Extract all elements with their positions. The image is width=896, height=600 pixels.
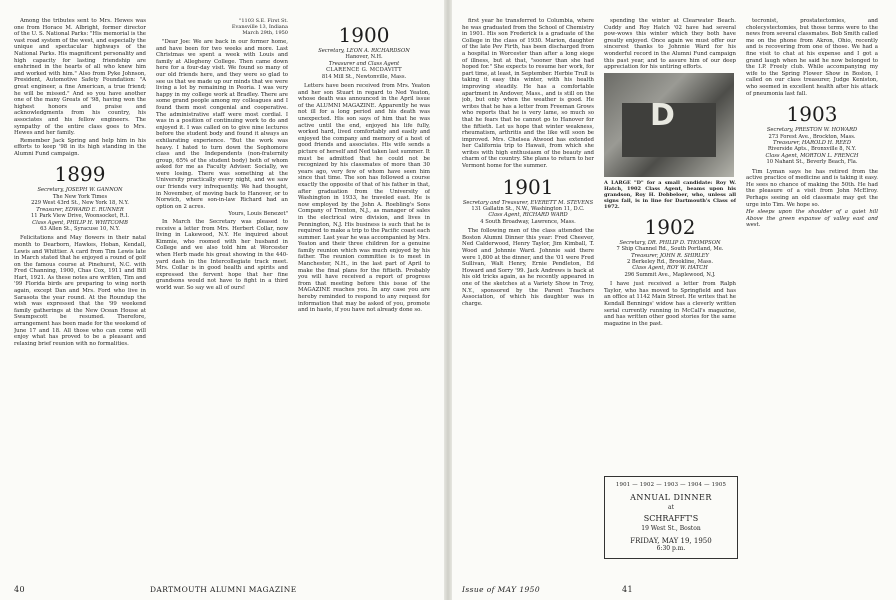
- article-text: The following men of the class attended the Boston Alumni Dinner this year: Fred Cheever, Ned Calderwood, Henry Taylor, Jim Kimball, T. Wood and Johnnie Ward. Johnnie said there were 1,800 at the dinner, and the '01 were Fred Sullivan, Walt Henry, Ernie Pendleton, Ed Howard and Sorry '99. Jack Andrews is back at his old tricks again, as he recently appeared in one of the sketches at a Variety Show in Troy, N.Y., sponsored by the Parent Teachers Association, of which his daughter was in charge.: [462, 228, 594, 307]
- secretary-line: Secretary, JOSEPH W. GANNON: [37, 187, 123, 194]
- agent-line: Class Agent, ROY W. HATCH: [632, 265, 708, 272]
- secretary-address: 7 Ship Channel Rd., South Portland, Me.: [616, 246, 724, 253]
- letter-signoff: Yours, Louis Benezet": [228, 211, 288, 218]
- secretary-line: Secretary, LEON A. RICHARDSON: [318, 48, 410, 54]
- treasurer-line: Treasurer, HAROLD H. REED: [772, 139, 851, 146]
- dinner-venue: SCHRAFFT'S: [643, 514, 699, 523]
- letter-date: March 29th, 1950: [242, 30, 288, 36]
- class-photo: [604, 73, 734, 177]
- article-text: tecronist, prostatectomies, and cholecystectomies, but those terms were to the news from several classmates. Bob Smith called me on the phone from Akron, Ohio, recently and is recovering from one of those. We had a fine visit to chat at his expense and I got a grand laugh when he said he now belonged to the I.P. Freely club. While accompanying my wife to the Spring Flower Show in Boston, I called on our class treasurer, Judge Keniston, who seemed in excellent health after his attack of pneumonia last fall.: [746, 18, 878, 97]
- treasurer-address: 11 Park View Drive, Woonsocket, R.I.: [30, 213, 130, 220]
- treasurer-line: Treasurer, EDWARD E. RUNNER: [36, 206, 124, 213]
- article-text: Letters have been received from Mrs. Yeaton and her son Stuart in regard to Ned Yeaton, whose death was announced in the April issue of the ALUMNI MAGAZINE. Apparently he was not ill for a long period and his death was unexpected. His son says of him that he was active until the end, enjoyed his life fully, worked hard, lived comfortably and easily and enjoyed the company and memory of a host of good friends and associates. His wife sends a picture of herself and Ned taken last summer. It must be admitted that he could not be recognized by his classmates of more than 30 years ago, very few of whom have seen him since that time. The son has followed a course exactly the opposite of that of his father in that, after graduation from the University of Washington in 1933, he traveled east. He is now employed by the John A. Roebling's Sons Company of Trenton, N.J., as manager of sales in the electrical wire division, and lives in Pennington, N.J. His business is such that he is required to make a trip to the Pacific coast each summer. Last year he was accompanied by Mrs. Yeaton and their three children for a genuine family reunion which was much enjoyed by his father. The reunion committee is to meet in Manchester, N.H., in the last part of April to make the final plans for the fiftieth. Probably you will have received a report of progress from that meeting before this issue of the MAGAZINE reaches you. In any case you are hereby reminded to respond to any request for information that may be asked of you, promote and in haste, if you have not already done so.: [298, 83, 430, 314]
- dinner-time: 6:30 p.m.: [656, 545, 686, 552]
- right-column-1: [462, 18, 594, 578]
- page-gutter: [444, 0, 452, 600]
- agent-address: 296 Summit Ave., Maplewood, N.J.: [624, 271, 716, 278]
- photo-caption: A LARGE "D" for a small candidate: Roy W. Hatch, 1902 Class Agent, beams upon his grandson, Roy H. Dobbeloer, who, unless all signs fail, is in line for Dartmouth's Class of 1972.: [604, 179, 736, 210]
- letter-address-line: "1103 S.E. First St.: [239, 18, 288, 24]
- annual-dinner-box: [604, 476, 738, 559]
- dinner-class-years: 1901 — 1902 — 1903 — 1904 — 1905: [615, 482, 727, 488]
- left-column-2: [156, 18, 288, 578]
- article-text: Felicitations and May flowers in their natal month to Dearborn, Hawkes, Hoban, Kendall, Lewis and Whittier. A card from Tim Lewis late in March stated that he enjoyed a round of golf on the famous course at Pinehurst, N.C. with Fred Channing, 1900, Chas Cox, 1911 and Bill Hart, 1921. As these notes are written, Tim and '99 Florida birds are preparing to wing north again, except Dan and Mrs. Ford who live in Sarasota the year round. At the Roundup the wish was expressed that the '99 weekend family gatherings at the New Ocean House at Swampscott be resumed. Therefore, arrangement has been made for the weekend of June 17 and 18. All those who can come will enjoy what has proved to be a pleasant and relaxing brief reunion with no formalities.: [14, 235, 146, 347]
- agent-address: 63 Allen St., Syracuse 10, N.Y.: [40, 225, 120, 232]
- agent-address: 4 South Broadway, Lawrence, Mass.: [480, 218, 576, 225]
- article-text: spending the winter at Clearwater Beach. Cuddy and Roy Hatch '02 have had several pow-wows this winter which they both have greatly enjoyed. Once again we must offer our sincerest thanks to Johnnie Ward for his wonderful record in the Alumni Fund campaign this past year, and to assure him of our deep appreciation for his untiring efforts.: [604, 18, 736, 71]
- article-text: Remember Jack Spring and help him in his efforts to keep '98 in its high standing in the Alumni Fund campaign.: [14, 137, 146, 157]
- page-number: 41: [622, 585, 633, 594]
- article-text: Among the tributes sent to Mrs. Hewes was one from Horace M. Albright, former director of the U. S. National Parks: "His memorial is the vast road system of the west, and especially the unique and spectacular highways of the National Parks. His magnificent personality and high capacity for lasting friendship are enshrined in the hearts of all who knew him and worked with him." Also from Pyke Johnson, President, Automotive Safety Foundation: "A great engineer, a fine American, a true friend; he will be missed." And so you have another one of the many Greats of '98, having won the highest honors and praise and acknowledgments from his country, his associates and his fellow engineers. The sympathy of the entire class goes to Mrs. Hewes and her family.: [14, 18, 146, 137]
- secretary-address: 273 Forest Ave., Brockton, Mass.: [768, 133, 856, 140]
- article-text: first year he transferred to Columbia, where he was graduated from the School of Chemistry in 1901. His son Frederick is a graduate of the College in the class of 1930. Marion, daughter of the late Pev Firth, has been discharged from a hospital in Worcester than after a long siege of illness, but at that, "sooner than she had hoped for." She expects to resume her work, for part time, at least, in September. Herbie Trull is taking it easy this winter, with his health improving steadily. He has a comfortable apartment in Andover, Mass., and is still on the job, but only when the weather is good. He writes that he has a letter from Freeman Grows who reports that he is very lame, so much so that he fears that he cannot go to Hanover for the fiftieth. Let us hope that winter weakness, rheumatism, arthritis and the like will soon be improved. Mrs. Chelsea Atwood has extended her California trip to Hawaii, from which she writes with high enthusiasm of the beauty and charm of the country. She plans to return to her Vermont home for the summer.: [462, 18, 594, 170]
- letter-text: "Dear Joe: We are back in our former home, and have been for two weeks and more. Last Christmas we spent a week with Louis and family at Allegheny College. Then came down here for a four-day visit. We found so many of our old friends here, and they were so glad to see us that we made up our minds that we were living a lot by remaining in Peoria. I was very happy in my college work at Bradley. There are some grand people among my colleagues and I found them most congenial and cooperative. The administrative staff were most cordial. I was in a position of continuing work to do and enjoyed it. I was called on to give nine lectures before the student body and found it always an exhilarating experience. "But the work was heavy. I hated to turn down the Sophomore class and the Independents (non-fraternity group, 65% of the student body) both of whom asked for me as Faculty Adviser. Socially, we were losing. There was something at the University practically every night, and we saw our friends very infrequently. We had thought, in November, of moving back to Hanover, or to Norwich, where son-in-law Richard had an option on 2 acres.: [156, 39, 288, 210]
- dinner-date: FRIDAY, MAY 19, 1950: [630, 537, 712, 545]
- secretary-address: 229 West 43rd St., New York 18, N.Y.: [31, 200, 129, 207]
- issue-footer: Issue of MAY 1950: [462, 585, 541, 594]
- treasurer-address: Riverside Apts., Bronxville 8, N.Y.: [767, 146, 857, 153]
- dinner-title: ANNUAL DINNER: [630, 493, 712, 502]
- right-page: [452, 0, 896, 600]
- treasurer-line: Treasurer, JOHN R. SHIRLEY: [631, 252, 709, 259]
- class-year-heading: 1903: [786, 102, 838, 127]
- secretary-address: The New York Times: [52, 193, 108, 200]
- article-text: Tim Lyman says he has retired from the active practice of medicine and is taking it easy. He sees no chance of making the 50th. He had the pleasure of a visit from John McElroy. Perhaps seeing an old classmate may get the urge into Tim. We hope so.: [746, 168, 878, 208]
- secretary-line: Secretary, PRESTON W. HOWARD: [766, 127, 858, 134]
- left-column-1: [14, 18, 146, 578]
- agent-line: Class Agent, MORTON L. FRENCH: [765, 152, 859, 159]
- dinner-at: at: [668, 504, 674, 511]
- secretary-line: Secretary, DR. PHILIP D. THOMPSON: [619, 239, 721, 246]
- article-text: I have just received a letter from Ralph Taylor, who has moved to Springfield and has an office at 1142 Main Street. He writes that he Kendall Bennings' widow has a cleverly written serial currently running in McCall's magazine, and has written other good stories for the same magazine in the past.: [604, 281, 736, 327]
- magazine-footer: DARTMOUTH ALUMNI MAGAZINE: [150, 585, 297, 594]
- right-column-3: [746, 18, 878, 578]
- secretary-line: Secretary and Treasurer, EVERETT M. STEVENS: [462, 199, 594, 206]
- agent-line: Class Agent, RICHARD WARD: [488, 212, 568, 219]
- letter-address-line: Evansville 13, Indiana: [231, 24, 288, 30]
- class-year-heading: 1900: [338, 23, 390, 47]
- dinner-address: 19 West St., Boston: [641, 525, 701, 532]
- poem-text: He sleeps upon the shoulder of a quiet hill Above the green expanse of valley east and west.: [746, 209, 878, 229]
- agent-line: Class Agent, PHILIP H. WHITCOMB: [32, 219, 128, 226]
- secretary-address: 131 Gallatin St., N.W., Washington 11, D.C.: [471, 206, 585, 213]
- class-year-heading: 1901: [502, 174, 554, 199]
- photo-letter-d: D: [650, 97, 675, 133]
- class-year-heading: 1902: [644, 214, 696, 239]
- left-column-3: [298, 18, 430, 578]
- treasurer-address: 814 Mill St., Newtonville, Mass.: [321, 73, 407, 80]
- agent-address: 10 Nahant St., Beverly Beach, Fla.: [766, 159, 858, 166]
- secretary-address: Hanover, N.H.: [345, 54, 383, 61]
- left-page: [0, 0, 444, 600]
- treasurer-address: 2 Berkeley Rd., Brookline, Mass.: [626, 258, 714, 265]
- page-number: 40: [14, 585, 25, 594]
- class-year-heading: 1899: [54, 162, 106, 187]
- article-text: In March the Secretary was pleased to receive a letter from Mrs. Herbert Collar, now living in Lakewood, N.Y. He inquired about Kimmie, who roomed with her husband in College and we also told him at Worcester when Herb made his great showing in the 440-yard dash in the Intercollegiate track meet. Mrs. Collar is in good health and spirits and expressed the fervent hope that her fine grandsons would not have to fight in a third world war. So say we all of ours!: [156, 219, 288, 291]
- treasurer-name: CLARENCE G. MCDAVITT: [326, 67, 402, 74]
- letter-address: [156, 18, 288, 36]
- treasurer-line: Treasurer and Class Agent: [328, 60, 400, 67]
